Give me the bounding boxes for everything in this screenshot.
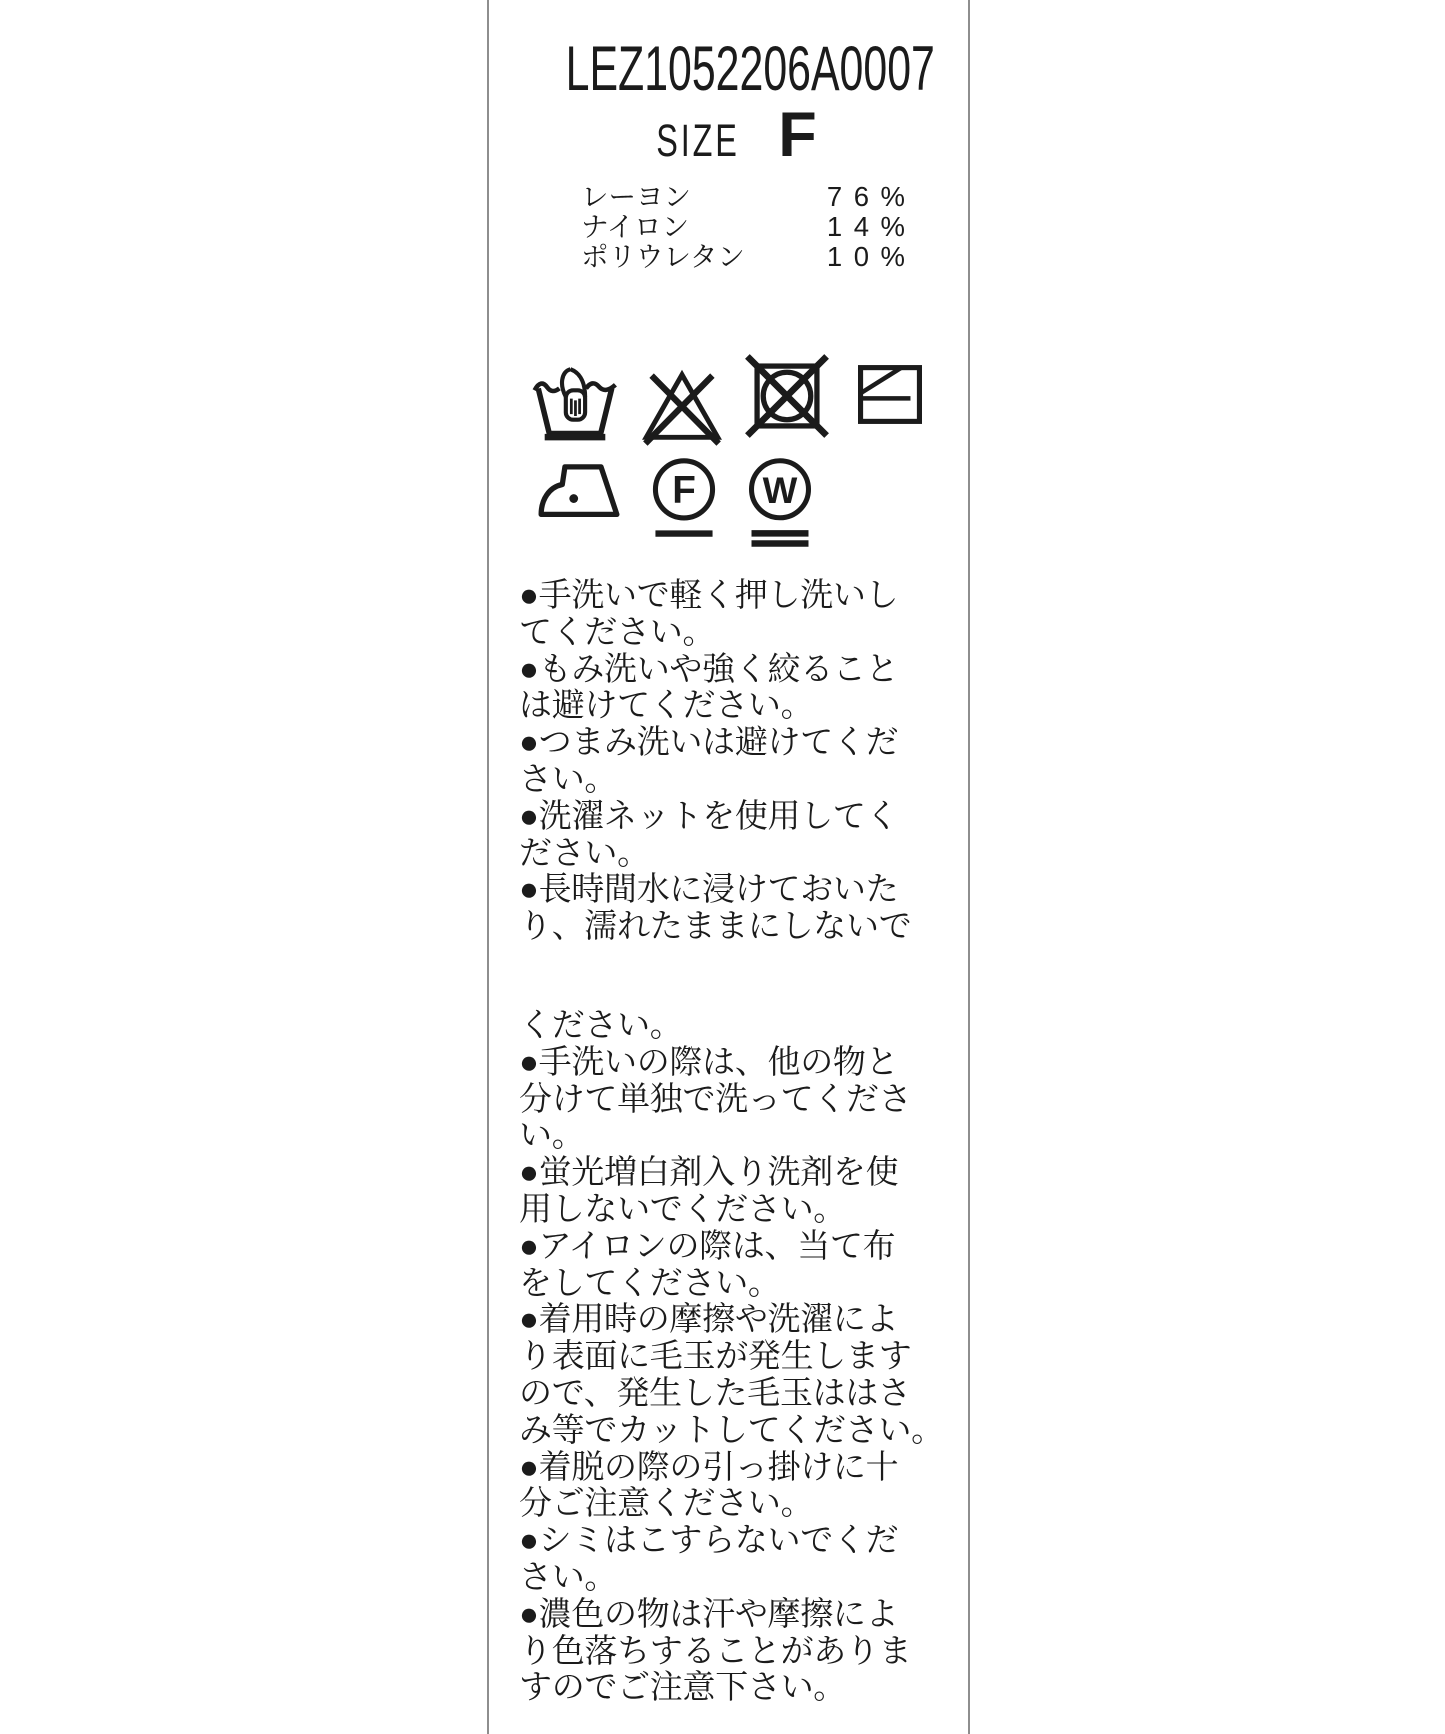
care-line: ●つまみ洗いは避けてくだ: [519, 723, 899, 761]
wet-clean-very-gentle-icon: [745, 458, 815, 549]
care-instructions-block-2: [519, 1007, 949, 1706]
care-line: は避けてください。: [519, 686, 814, 724]
care-line: 用しないでください。: [519, 1189, 847, 1227]
material-percent: 10%: [826, 241, 917, 272]
care-line: ●手洗いで軽く押し洗いし: [519, 576, 899, 613]
care-line: ●アイロンの際は、当て布: [519, 1226, 896, 1264]
care-line: ださい。: [519, 833, 650, 871]
care-line: ●濃色の物は汗や摩擦によ: [519, 1594, 899, 1632]
care-line: ●洗濯ネットを使用してく: [519, 796, 899, 834]
size-row: [489, 100, 968, 170]
care-line: さい。: [519, 759, 618, 797]
care-line: ●もみ洗いや強く絞ること: [519, 649, 899, 687]
material-composition: [581, 181, 917, 272]
care-label-strip: [487, 0, 970, 1734]
care-line: 分ご注意ください。: [519, 1484, 814, 1522]
material-name: レーヨン: [581, 181, 691, 212]
care-line: 分けて単独で洗ってくださ: [519, 1079, 912, 1117]
care-line: い。: [519, 1116, 585, 1154]
material-percent: 14%: [826, 211, 917, 242]
material-row: [581, 241, 917, 272]
care-symbols-row-2: [535, 458, 815, 549]
iron-dot: [569, 494, 578, 503]
size-label: SIZE: [656, 115, 741, 166]
care-line: ●手洗いの際は、他の物と: [519, 1042, 899, 1080]
wet-clean-letter: W: [762, 470, 798, 512]
care-line: ので、発生した毛玉ははさ: [519, 1373, 911, 1411]
size-value: F: [778, 100, 817, 170]
care-line: をしてください。: [519, 1263, 781, 1301]
care-line: さい。: [519, 1557, 618, 1595]
care-line: てください。: [519, 612, 716, 650]
do-not-bleach-icon: [636, 364, 728, 448]
care-line: ●着用時の摩擦や洗濯によ: [519, 1300, 899, 1338]
hand-wash-icon: [529, 360, 621, 450]
do-not-tumble-dry-icon: [743, 352, 831, 440]
material-percent: 76%: [826, 181, 917, 212]
care-line: み等でカットしてください。: [519, 1410, 944, 1448]
dry-clean-petroleum-icon: [649, 458, 719, 541]
care-line: ●シミはこすらないでくだ: [519, 1521, 899, 1559]
care-line: ください。: [519, 1006, 683, 1043]
care-line: すのでご注意下さい。: [519, 1668, 847, 1706]
material-row: [581, 181, 917, 212]
care-line: り、濡れたままにしないで: [519, 907, 912, 945]
product-code: LEZ1052206A0007: [565, 34, 935, 104]
care-line: り表面に毛玉が発生します: [519, 1337, 912, 1375]
care-line: ●着脱の際の引っ掛けに十: [519, 1447, 899, 1485]
care-line: ●蛍光増白剤入り洗剤を使: [519, 1153, 899, 1191]
dry-flat-in-shade-icon: [858, 365, 922, 424]
iron-low-heat-icon: [535, 458, 623, 518]
material-name: ポリウレタン: [581, 241, 745, 272]
care-line: ●長時間水に浸けておいた: [519, 870, 899, 908]
material-name: ナイロン: [581, 211, 690, 242]
material-row: [581, 211, 917, 242]
dry-clean-letter: F: [672, 469, 696, 513]
care-line: り色落ちすることがありま: [519, 1631, 912, 1669]
care-symbols-row-1: [529, 352, 922, 450]
care-instructions-block-1: [519, 577, 949, 945]
